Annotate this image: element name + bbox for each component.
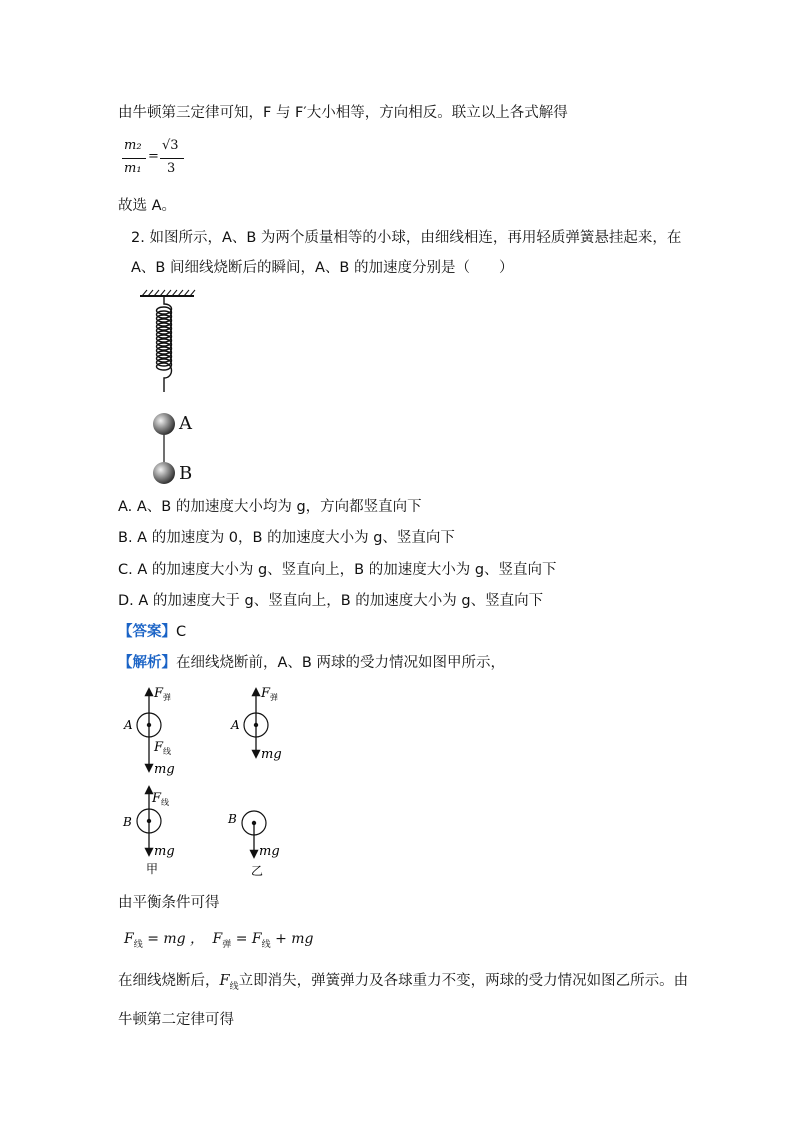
fraction-lhs-denominator: m₁ [124, 161, 142, 176]
fbd-yi-a-spring-force: $F_弹$ [261, 686, 279, 702]
after-cut-line2: 牛顿第二定律可得 [118, 1012, 234, 1028]
option-c: C. A 的加速度大小为 g、竖直向上，B 的加速度大小为 g、竖直向下 [118, 562, 557, 578]
answer-tag: 【答案】 [118, 624, 176, 640]
analysis-tag: 【解析】 [118, 655, 176, 671]
fbd-jia-label-b: B [123, 815, 132, 829]
fbd-yi-label-a: A [231, 718, 240, 732]
question-number: 2. [131, 230, 145, 246]
option-b: B. A 的加速度为 0，B 的加速度大小为 g、竖直向下 [118, 530, 455, 546]
fbd-caption-jia: 甲 [146, 862, 159, 876]
eq2-term2: + mg [275, 931, 314, 947]
fbd-jia-a-line-force: $F_线$ [154, 740, 172, 756]
fbd-jia-ball-b [122, 787, 175, 876]
fraction-lhs-bar [122, 158, 146, 159]
analysis-line [118, 653, 505, 673]
fbd-jia-b-line-force: $F_线$ [152, 791, 170, 807]
eq2-equals: = [235, 931, 248, 947]
eq1-rhs: = mg ， [147, 931, 205, 947]
fbd-jia-a-gravity: mg [154, 762, 175, 777]
ball-b-label: B [179, 463, 193, 484]
answer-line [118, 622, 186, 642]
fraction-lhs-numerator: m₂ [124, 138, 142, 153]
eq2-lhs: $F_弹$ [212, 931, 232, 950]
option-a: A. A、B 的加速度大小均为 g，方向都竖直向下 [118, 499, 422, 515]
fraction-rhs-numerator: √3 [162, 138, 179, 153]
fraction-equals: = [148, 149, 159, 164]
question-stem-line2: A、B 间细线烧断后的瞬间，A、B 的加速度分别是（ ） [131, 260, 514, 276]
fbd-yi-a-gravity: mg [261, 747, 282, 762]
ball-b [153, 462, 175, 484]
fraction-rhs-bar [160, 158, 184, 159]
balance-condition: 由平衡条件可得 [118, 895, 220, 911]
solution-choice: 故选 A。 [118, 198, 177, 214]
solution-text-line: 由牛顿第三定律可知，F 与 F′大小相等，方向相反。联立以上各式解得 [118, 105, 568, 121]
free-body-diagrams [110, 683, 330, 883]
eq1-lhs: $F_线$ [124, 931, 143, 950]
fbd-jia-ball-a [123, 686, 175, 777]
option-d: D. A 的加速度大于 g、竖直向上，B 的加速度大小为 g、竖直向下 [118, 593, 544, 609]
after-cut-line1: 在细线烧断后，$F_线$立即消失，弹簧弹力及各球重力不变，两球的受力情况如图乙所示。由 [118, 973, 689, 992]
ball-a [153, 413, 175, 435]
fbd-yi-label-b: B [228, 812, 237, 826]
force-equations [124, 928, 314, 950]
fbd-jia-b-gravity: mg [154, 844, 175, 859]
fbd-yi-ball-b [227, 811, 280, 878]
eq2-term1: $F_线$ [251, 931, 271, 950]
fbd-yi-ball-a [230, 686, 282, 762]
fraction-rhs-denominator: 3 [167, 161, 176, 176]
fbd-caption-yi: 乙 [251, 864, 264, 878]
answer-value: C [176, 624, 187, 640]
ball-a-label: A [179, 413, 192, 434]
analysis-intro: 在细线烧断前，A、B 两球的受力情况如图甲所示， [176, 655, 505, 671]
fbd-jia-a-spring-force: $F_弹$ [154, 686, 172, 702]
fbd-yi-b-gravity: mg [259, 844, 280, 859]
fbd-jia-label-a: A [124, 718, 133, 732]
ratio-equation [122, 136, 192, 182]
spring-coil [157, 296, 172, 392]
question-stem-line1: 如图所示，A、B 为两个质量相等的小球，由细线相连，再用轻质弹簧悬挂起来，在 [149, 230, 682, 246]
spring-balls-figure [130, 288, 250, 488]
question-stem [131, 228, 681, 248]
after-cut-line-force: $F_线$ [219, 973, 239, 992]
ceiling-support [140, 290, 195, 296]
